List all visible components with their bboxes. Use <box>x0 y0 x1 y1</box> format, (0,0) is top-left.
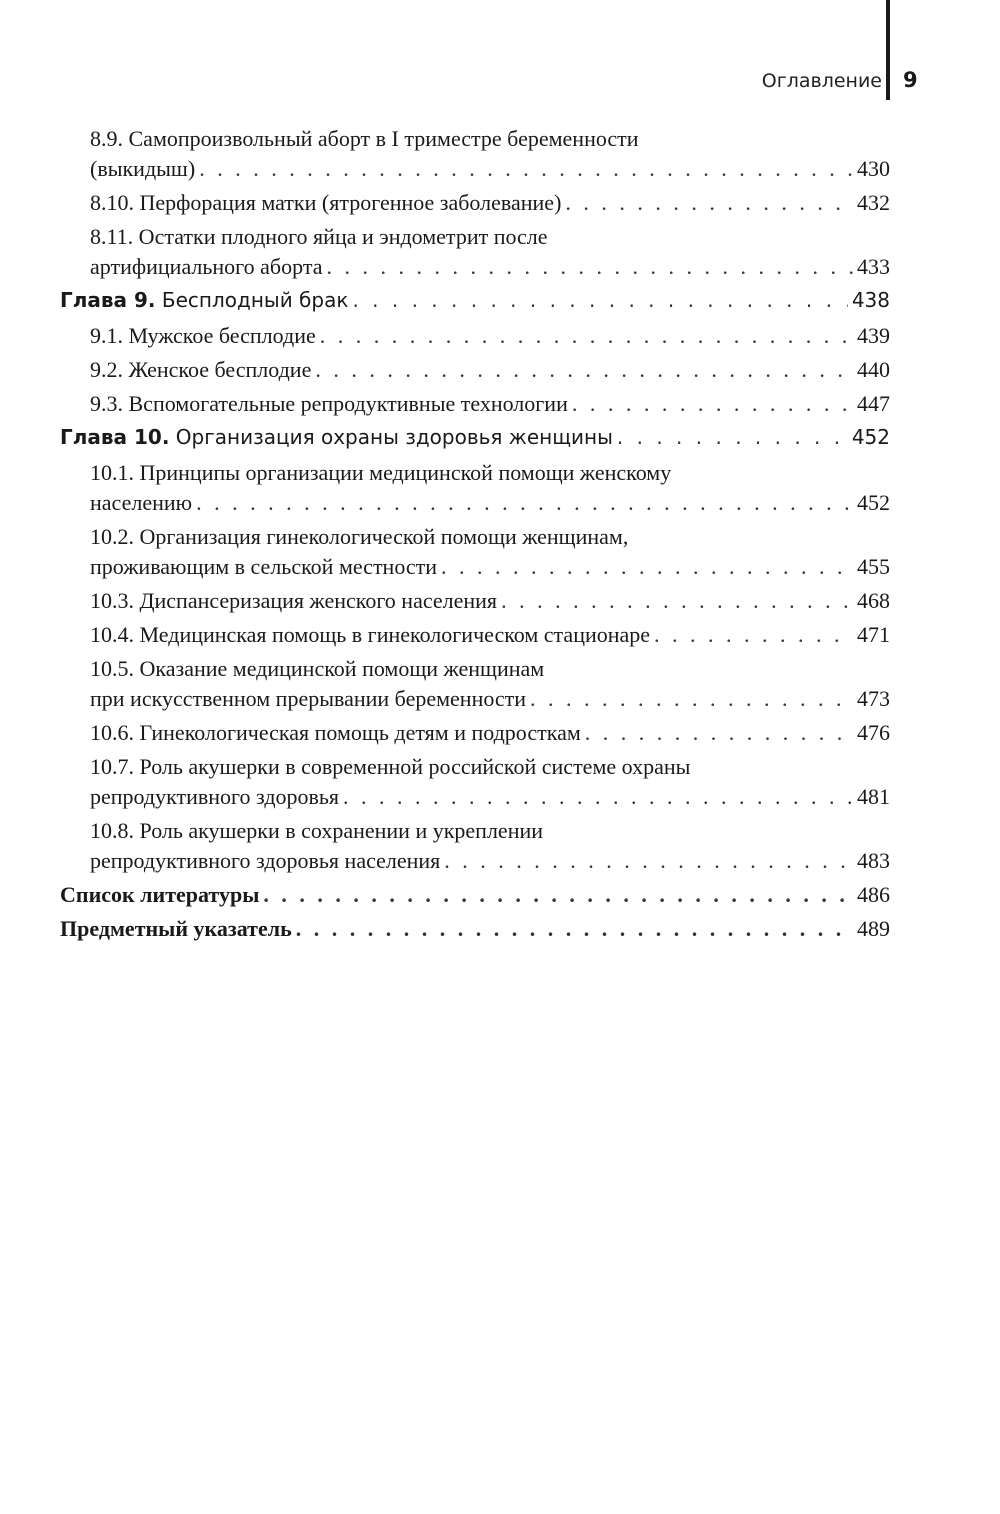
toc-entry-10-4[interactable] <box>90 620 890 650</box>
toc-entry-title-line: 10.8. Роль акушерки в сохранении и укреплении <box>90 818 544 843</box>
toc-chapter-10[interactable] <box>60 423 890 451</box>
leader-dots <box>444 846 853 876</box>
leader-dots <box>196 488 853 518</box>
toc-subject-index[interactable] <box>60 914 890 944</box>
toc-entry-title: репродуктивного здоровья <box>90 784 340 809</box>
toc-entry-title-line: 10.1. Принципы организации медицинской помощи женскому <box>90 460 672 485</box>
toc-entry-title: 9.2. Женское бесплодие <box>90 357 312 382</box>
leader-dots <box>617 423 848 451</box>
toc-entry-title-line: 8.9. Самопроизвольный аборт в I триместре беременности <box>90 126 639 151</box>
toc-entry-page: 438 <box>851 288 890 312</box>
toc-entry-8-11[interactable] <box>90 222 890 282</box>
toc-entry-title: населению <box>90 490 193 515</box>
toc-bibliography[interactable] <box>60 880 890 910</box>
toc-entry-page: 481 <box>857 784 890 809</box>
toc-entry-title: 8.10. Перфорация матки (ятрогенное заболевание) <box>90 190 562 215</box>
toc-entry-10-7[interactable] <box>90 752 890 812</box>
leader-dots <box>352 286 847 314</box>
toc-entry-page: 471 <box>857 622 890 647</box>
toc-entry-page: 452 <box>857 490 890 515</box>
toc-entry-page: 483 <box>857 848 890 873</box>
toc-entry-page: 430 <box>857 156 890 181</box>
toc-entry-title-line: 8.11. Остатки плодного яйца и эндометрит после <box>90 224 548 249</box>
chapter-label: Глава 10. <box>60 425 170 449</box>
page-number: 9 <box>903 68 918 92</box>
toc-entry-page: 447 <box>857 391 890 416</box>
toc-entry-8-10[interactable] <box>90 188 890 218</box>
chapter-label: Глава 9. <box>60 288 156 312</box>
toc-entry-title: 9.1. Мужское бесплодие <box>90 323 316 348</box>
toc-entry-10-1[interactable] <box>90 458 890 518</box>
header-rule <box>886 0 890 100</box>
toc-entry-title: Список литературы <box>60 882 260 907</box>
toc-entry-page: 433 <box>857 254 890 279</box>
toc-entry-title: артифициального аборта <box>90 254 323 279</box>
toc-entry-page: 473 <box>857 686 890 711</box>
toc-entry-page: 432 <box>857 190 890 215</box>
toc-entry-page: 452 <box>851 425 890 449</box>
toc-entry-9-1[interactable] <box>90 321 890 351</box>
toc-entry-title: 10.6. Гинекологическая помощь детям и подросткам <box>90 720 581 745</box>
toc-chapter-9[interactable] <box>60 286 890 314</box>
leader-dots <box>199 154 853 184</box>
leader-dots <box>320 321 853 351</box>
leader-dots <box>315 355 853 385</box>
leader-dots <box>530 684 853 714</box>
leader-dots <box>263 880 853 910</box>
toc-entry-10-5[interactable] <box>90 654 890 714</box>
toc-entry-title: 9.3. Вспомогательные репродуктивные технологии <box>90 391 568 416</box>
toc-entry-title-line: 10.7. Роль акушерки в современной российской системе охраны <box>90 754 691 779</box>
toc-entry-page: 486 <box>857 882 890 907</box>
toc-entry-title: (выкидыш) <box>90 156 196 181</box>
toc-entry-title: Организация охраны здоровья женщины <box>175 425 613 449</box>
toc-entry-title-line: 10.2. Организация гинекологической помощи женщинам, <box>90 524 629 549</box>
toc-entry-9-3[interactable] <box>90 389 890 419</box>
toc-entry-title: проживающим в сельской местности <box>90 554 438 579</box>
toc-entry-title: Предметный указатель <box>60 916 292 941</box>
toc-entry-page: 489 <box>857 916 890 941</box>
leader-dots <box>572 389 853 419</box>
toc-entry-title: 10.3. Диспансеризация женского населения <box>90 588 498 613</box>
leader-dots <box>654 620 853 650</box>
leader-dots <box>296 914 853 944</box>
toc-entry-title: при искусственном прерывании беременности <box>90 686 527 711</box>
toc-entry-page: 440 <box>857 357 890 382</box>
toc-entry-10-8[interactable] <box>90 816 890 876</box>
leader-dots <box>565 188 853 218</box>
toc-entry-10-2[interactable] <box>90 522 890 582</box>
toc-entry-10-3[interactable] <box>90 586 890 616</box>
table-of-contents <box>60 124 890 948</box>
toc-entry-8-9[interactable] <box>90 124 890 184</box>
leader-dots <box>585 718 853 748</box>
toc-entry-title: 10.4. Медицинская помощь в гинекологическом стационаре <box>90 622 651 647</box>
running-title: Оглавление <box>761 70 882 92</box>
toc-entry-title-line: 10.5. Оказание медицинской помощи женщинам <box>90 656 545 681</box>
toc-entry-10-6[interactable] <box>90 718 890 748</box>
toc-entry-page: 468 <box>857 588 890 613</box>
leader-dots <box>441 552 853 582</box>
toc-entry-title: Бесплодный брак <box>161 288 349 312</box>
leader-dots <box>501 586 853 616</box>
toc-entry-page: 455 <box>857 554 890 579</box>
leader-dots <box>343 782 853 812</box>
toc-entry-9-2[interactable] <box>90 355 890 385</box>
toc-entry-page: 476 <box>857 720 890 745</box>
leader-dots <box>326 252 853 282</box>
toc-entry-title: репродуктивного здоровья населения <box>90 848 441 873</box>
toc-entry-page: 439 <box>857 323 890 348</box>
